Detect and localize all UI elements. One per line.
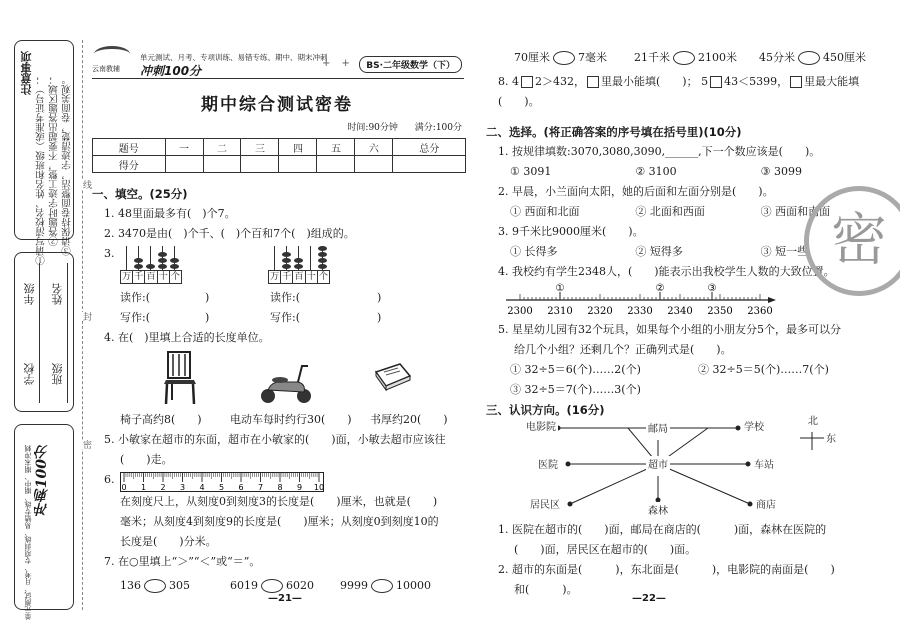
- option[interactable]: ③ 西面和南面: [760, 205, 831, 218]
- abacus-label: 十: [306, 271, 318, 283]
- abacus-label: 百: [145, 271, 157, 283]
- number-line-mark: ①: [555, 283, 565, 294]
- score-cell[interactable]: [279, 156, 317, 173]
- q7-item-2: 6019 6020: [230, 579, 314, 592]
- name-label: 姓名: [51, 283, 64, 305]
- question-4-pictures: [92, 348, 464, 410]
- write-2: 写作:( ): [270, 311, 382, 324]
- label-residence: 居民区: [528, 496, 562, 516]
- exam-meta: [92, 120, 462, 133]
- ruler-number: 9: [296, 483, 303, 492]
- notice-box: [14, 40, 74, 265]
- full-score: 满分:100分: [414, 123, 462, 133]
- option[interactable]: ② 32÷5＝5(个)……7(个): [698, 363, 829, 376]
- book-icon: [372, 362, 412, 392]
- ruler-graphic: [120, 472, 324, 492]
- abacus-label: 万: [121, 271, 133, 283]
- notice-line-2: ②答题时字迹工整，不要超出答题区域；: [49, 75, 60, 246]
- choice-3: 3. 9千米比9000厘米( )。: [498, 225, 644, 238]
- number-line-mark: ②: [655, 283, 665, 294]
- option[interactable]: ① 32÷5＝6(个)……2(个): [510, 363, 641, 376]
- score-cell: 五: [317, 139, 355, 156]
- choice-5a: 5. 星星幼儿园有32个玩具，如果每个小组的小朋友分5个，最多可以分: [498, 323, 841, 336]
- answer-bubble[interactable]: [673, 51, 695, 65]
- q7-item-5: 21千米 2100米: [634, 51, 737, 64]
- ruler-number: 2: [160, 483, 166, 492]
- score-table: [92, 138, 466, 173]
- question-8: [486, 72, 886, 112]
- ruler-number: 8: [277, 483, 283, 492]
- binding-strip: [14, 40, 74, 620]
- strip-brand-sub: 单元测试、月考、专项训练、易错专练、期中、期末冲刺: [24, 445, 32, 620]
- label-forest: 森林: [646, 502, 670, 522]
- score-cell[interactable]: [241, 156, 279, 173]
- label-station: 车站: [752, 456, 776, 476]
- header-rule: [92, 78, 464, 79]
- ruler-number: 5: [218, 483, 225, 492]
- direction-q1b: ( )面，居民区在超市的( )面。: [514, 543, 697, 556]
- number-line-label: 2300: [507, 306, 533, 317]
- question-6-ruler: [104, 470, 464, 492]
- series-text: 单元测试、月考、专项训练、易错专练、期中、期末冲刺: [140, 53, 328, 62]
- answer-box[interactable]: [790, 76, 802, 88]
- label-post-office: 邮局: [646, 420, 670, 440]
- q7-item-6: 45分米 450厘米: [759, 51, 866, 64]
- question-3-abacus: [92, 244, 464, 288]
- score-cell: 题号: [93, 139, 166, 156]
- logo-text: 云南教辅: [92, 65, 120, 73]
- option[interactable]: ② 3100: [635, 165, 677, 178]
- direction-map: [498, 416, 886, 520]
- answer-bubble[interactable]: [798, 51, 820, 65]
- option[interactable]: ② 短得多: [635, 245, 683, 258]
- abacus-label: 万: [269, 271, 281, 283]
- answer-box[interactable]: [710, 76, 722, 88]
- question-6a: 在刻度尺上，从刻度0到刻度3的长度是( )厘米，也就是( ): [120, 495, 438, 508]
- abacus-1: [120, 246, 182, 286]
- label-hospital: 医院: [536, 456, 560, 476]
- question-5a: 5. 小敏家在超市的东面，超市在小敏家的( )面，小敏去超市应该往: [104, 433, 446, 446]
- abacus-label: 百: [293, 271, 305, 283]
- publisher-logo: [92, 46, 136, 74]
- abacus-label: 千: [133, 271, 145, 283]
- right-column: [486, 40, 886, 600]
- school-label: 学校: [23, 363, 36, 385]
- cut-line: [82, 40, 83, 610]
- question-1: 1. 48里面最多有( )个7。: [104, 207, 236, 220]
- strip-brand: 冲刺100分: [34, 445, 50, 517]
- cut-label-seal: 封: [81, 312, 91, 321]
- choice-1-options: [486, 162, 886, 182]
- q8-text: 里最大能填( )。: [498, 75, 860, 108]
- question-4: 4. 在( )里填上合适的长度单位。: [104, 331, 270, 344]
- answer-box[interactable]: [521, 76, 533, 88]
- choice-2: 2. 早晨，小兰面向太阳，她的后面和左面分别是( )。: [498, 185, 774, 198]
- choice-5-options: [486, 360, 886, 380]
- notice-line-1: ①请写清校名、姓名和班级（或准考证号）；: [36, 75, 47, 265]
- ruler-number: 6: [238, 483, 244, 492]
- label-school: 学校: [742, 418, 766, 438]
- question-3-number: 3.: [104, 247, 115, 260]
- left-column: [92, 184, 464, 596]
- read-2: 读作:( ): [270, 291, 382, 304]
- q4-item-scooter: 电动车每时约行30( ): [230, 413, 352, 426]
- score-cell: 一: [165, 139, 203, 156]
- student-info-box: [14, 252, 74, 412]
- page-number-left: —21—: [268, 593, 302, 604]
- number-line-label: 2330: [627, 306, 653, 317]
- write-row: [92, 308, 464, 328]
- question-4-items: [92, 410, 464, 430]
- score-header-row: [93, 139, 466, 156]
- ruler-number: 4: [199, 483, 205, 492]
- q8-text: 8. 4: [498, 75, 519, 88]
- choice-4: 4. 我校约有学生2348人，( )能表示出我校学生人数的大致位置。: [498, 265, 835, 278]
- choice-5b: 给几个小组？还剩几个？正确列式是( )。: [514, 343, 732, 356]
- grade-label: 年级: [23, 283, 36, 305]
- answer-bubble[interactable]: [371, 579, 393, 593]
- question-2: 2. 3470是由( )个千、( )个百和7个( )组成的。: [104, 227, 355, 240]
- score-cell: 四: [279, 139, 317, 156]
- label-shop: 商店: [754, 496, 778, 516]
- notice-line-3: ③请保持卷面整洁，字迹清楚，卷面美观。: [62, 75, 73, 256]
- ruler-number: 3: [179, 483, 186, 492]
- time-limit: 时间:90分钟: [347, 123, 398, 133]
- option[interactable]: ① 长得多: [510, 245, 558, 258]
- score-cell[interactable]: [165, 156, 203, 173]
- score-cell[interactable]: [203, 156, 241, 173]
- answer-bubble[interactable]: [553, 51, 575, 65]
- grade-tag: BS·二年级数学（下）: [359, 56, 462, 73]
- question-7-row-2: [486, 48, 886, 68]
- abacus-label: 个: [170, 272, 180, 282]
- abacus-2: [268, 246, 330, 286]
- cut-label-secret: 密: [81, 440, 91, 449]
- score-cell: 三: [241, 139, 279, 156]
- answer-box[interactable]: [587, 76, 599, 88]
- choice-1: 1. 按规律填数:3070,3080,3090,______,下一个数应该是( )。: [498, 145, 821, 158]
- page-header: [92, 44, 462, 76]
- secret-seal-stamp: 密: [804, 186, 900, 296]
- choice-5-option-3[interactable]: ③ 32÷5＝7(个)……3(个): [510, 383, 641, 396]
- section-2-title: 二、选择。(将正确答案的序号填在括号里)(10分): [486, 125, 742, 139]
- question-6-number: 6.: [104, 473, 115, 486]
- notice-title: 注意事项: [20, 51, 33, 95]
- compass-north: 北: [806, 412, 820, 432]
- q4-item-chair: 椅子高约8( ): [120, 413, 202, 426]
- score-cell[interactable]: [317, 156, 355, 173]
- read-1: 读作:( ): [120, 291, 210, 304]
- q4-item-book: 书厚约20( ): [370, 413, 448, 426]
- label-supermarket: 超市: [646, 456, 670, 476]
- score-cell: 二: [203, 139, 241, 156]
- number-line-label: 2340: [667, 306, 693, 317]
- option[interactable]: ① 3091: [510, 165, 552, 178]
- score-cell[interactable]: [393, 156, 466, 173]
- direction-q2b: 和( )。: [514, 583, 578, 596]
- q7-item-3: 9999 10000: [340, 579, 431, 592]
- brand-title: 冲刺100分: [140, 64, 202, 78]
- score-cell: 六: [355, 139, 393, 156]
- label-cinema: 电影院: [524, 418, 558, 438]
- q8-text: 43＜5399，: [724, 75, 789, 88]
- ruler-number: 7: [257, 483, 264, 492]
- direction-q1a: 1. 医院在超市的( )面，邮局在商店的( )面，森林在医院的: [498, 523, 827, 536]
- q8-text: 里最小能填( )；: [601, 75, 698, 88]
- class-label: 班级: [51, 363, 64, 385]
- abacus-label: 千: [281, 271, 293, 283]
- scooter-icon: [258, 362, 314, 404]
- q7-item-1: 136 305: [120, 579, 190, 592]
- number-line-label: 2320: [587, 306, 613, 317]
- number-line-graphic: [506, 282, 776, 320]
- grade-line: [39, 263, 40, 403]
- write-1: 写作:( ): [120, 311, 210, 324]
- number-line-label: 2310: [547, 306, 573, 317]
- answer-bubble[interactable]: [261, 579, 283, 593]
- abacus-label: 十: [158, 271, 170, 283]
- ruler-number: 10: [313, 483, 324, 492]
- question-5b: ( )走。: [120, 453, 173, 466]
- compass-east: 东: [824, 430, 838, 450]
- section-1-title: 一、填空。(25分): [92, 187, 188, 201]
- option[interactable]: ③ 3099: [760, 165, 803, 178]
- cut-label-line: 线: [81, 180, 91, 189]
- section-3-title: 三、认识方向。(16分): [486, 403, 605, 417]
- abacus-label: 个: [318, 272, 328, 282]
- decorative-crosses: + +: [322, 58, 354, 69]
- score-value-row: [93, 156, 466, 173]
- ruler-number: 1: [140, 483, 147, 492]
- wave-icon: [94, 46, 130, 62]
- option[interactable]: ③ 短一些: [760, 245, 809, 258]
- q7-item-4: 70厘米 7毫米: [514, 51, 607, 64]
- question-6b: 毫米；从刻度4到刻度9的长度是( )厘米；从刻度0到刻度10的: [120, 515, 439, 528]
- read-row: [92, 288, 464, 308]
- number-line-label: 2350: [707, 306, 733, 317]
- q8-text: 5: [701, 75, 709, 88]
- page-title: 期中综合测试密卷: [201, 95, 353, 115]
- score-cell: 总分: [393, 139, 466, 156]
- number-line-mark: ③: [707, 283, 717, 294]
- number-line-label: 2360: [747, 306, 773, 317]
- name-line: [67, 263, 68, 403]
- score-cell: 得分: [93, 156, 166, 173]
- question-6c: 长度是( )分米。: [120, 535, 217, 548]
- q8-text: 2＞432，: [535, 75, 585, 88]
- chair-icon: [162, 350, 198, 406]
- brand-box: [14, 424, 74, 620]
- option[interactable]: ① 西面和北面: [510, 205, 580, 218]
- question-7: 7. 在○里填上“＞”“＜”或“＝”。: [104, 555, 261, 568]
- ruler-number: 0: [121, 483, 127, 492]
- page-number-right: —22—: [632, 593, 666, 604]
- option[interactable]: ② 北面和西面: [635, 205, 705, 218]
- answer-bubble[interactable]: [144, 579, 166, 593]
- direction-q2a: 2. 超市的东面是( )，东北面是( )，电影院的南面是( ): [498, 563, 835, 576]
- score-cell[interactable]: [355, 156, 393, 173]
